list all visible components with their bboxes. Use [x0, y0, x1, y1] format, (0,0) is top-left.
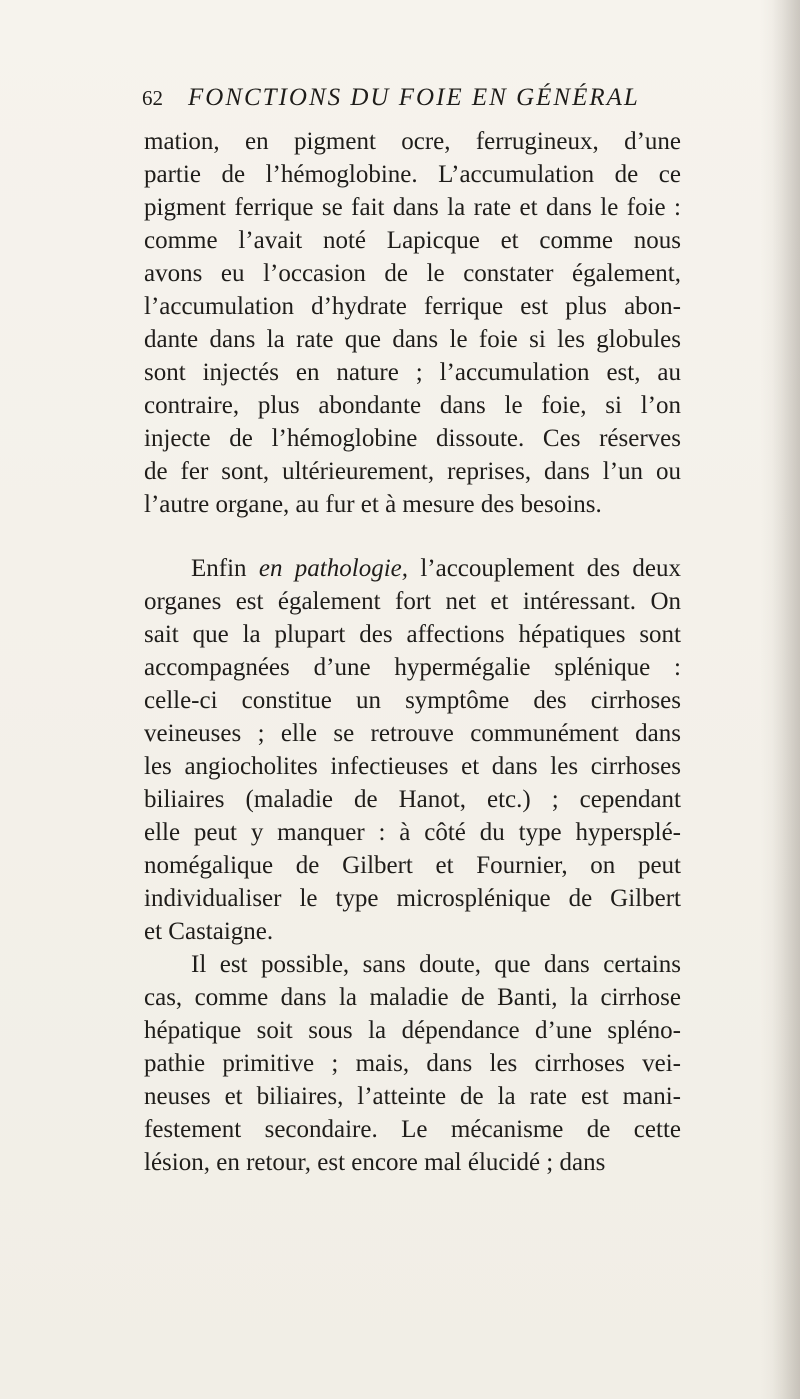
- text-prefix: Enfin: [191, 555, 259, 582]
- text-line: contraire, plus abondante dans le foie, si l’on: [144, 392, 681, 419]
- running-title: FONCTIONS DU FOIE EN GÉNÉRAL: [188, 84, 640, 111]
- page-header: [142, 85, 682, 119]
- text-line: l’autre organe, au fur et à mesure des besoins.: [144, 491, 602, 518]
- page-number: 62: [142, 86, 163, 110]
- text-line: mation, en pigment ocre, ferrugineux, d’une: [144, 128, 681, 155]
- text-line: les angiocholites infectieuses et dans les cirrhoses: [144, 753, 681, 780]
- text-line: l’accumulation d’hydrate ferrique est plus abon-: [144, 293, 681, 320]
- text-line: biliaires (maladie de Hanot, etc.) ; cependant: [144, 786, 681, 813]
- text-line: avons eu l’occasion de le constater également,: [144, 260, 681, 287]
- text-line: festement secondaire. Le mécanisme de cette: [144, 1116, 681, 1143]
- paragraph-spacing: [144, 521, 681, 552]
- text-line: de fer sont, ultérieurement, reprises, dans l’un ou: [144, 458, 681, 485]
- text-line: cas, comme dans la maladie de Banti, la cirrhose: [144, 984, 681, 1011]
- text-line: sait que la plupart des affections hépatiques sont: [144, 621, 681, 648]
- text-line-with-italic: [144, 552, 681, 585]
- text-line: pathie primitive ; mais, dans les cirrhoses vei-: [144, 1050, 681, 1077]
- page-spine-shadow: [772, 0, 800, 1399]
- text-line: nomégalique de Gilbert et Fournier, on peut: [144, 852, 681, 879]
- text-line: neuses et biliaires, l’atteinte de la rate est mani-: [144, 1083, 681, 1110]
- italic-emphasis: en pathologie,: [258, 555, 408, 582]
- body-text: [144, 125, 681, 1179]
- text-line: sont injectés en nature ; l’accumulation est, au: [144, 359, 681, 386]
- text-line: et Castaigne.: [144, 918, 274, 945]
- text-line: hépatique soit sous la dépendance d’une spléno-: [144, 1017, 681, 1044]
- text-line: accompagnées d’une hypermégalie splénique :: [144, 654, 681, 681]
- text-line: partie de l’hémoglobine. L’accumulation de ce: [144, 161, 681, 188]
- text-line: Il est possible, sans doute, que dans certains: [191, 951, 681, 978]
- text-line: elle peut y manquer : à côté du type hypersplé-: [144, 819, 681, 846]
- text-line: comme l’avait noté Lapicque et comme nous: [144, 227, 681, 254]
- text-line: celle-ci constitue un symptôme des cirrhoses: [144, 687, 681, 714]
- text-line: pigment ferrique se fait dans la rate et dans le foie :: [144, 194, 681, 221]
- paragraph-2: [144, 552, 681, 948]
- text-line: veineuses ; elle se retrouve communément dans: [144, 720, 681, 747]
- text-line: dante dans la rate que dans le foie si les globules: [144, 326, 681, 353]
- text-line: organes est également fort net et intéressant. On: [144, 588, 681, 615]
- paragraph-1: [144, 125, 681, 521]
- text-line: individualiser le type microsplénique de Gilbert: [144, 885, 681, 912]
- text-line: lésion, en retour, est encore mal élucidé ; dans: [144, 1149, 606, 1176]
- text-line: injecte de l’hémoglobine dissoute. Ces réserves: [144, 425, 681, 452]
- text-suffix: l’accouplement des deux: [408, 555, 682, 582]
- paragraph-3: [144, 948, 681, 1179]
